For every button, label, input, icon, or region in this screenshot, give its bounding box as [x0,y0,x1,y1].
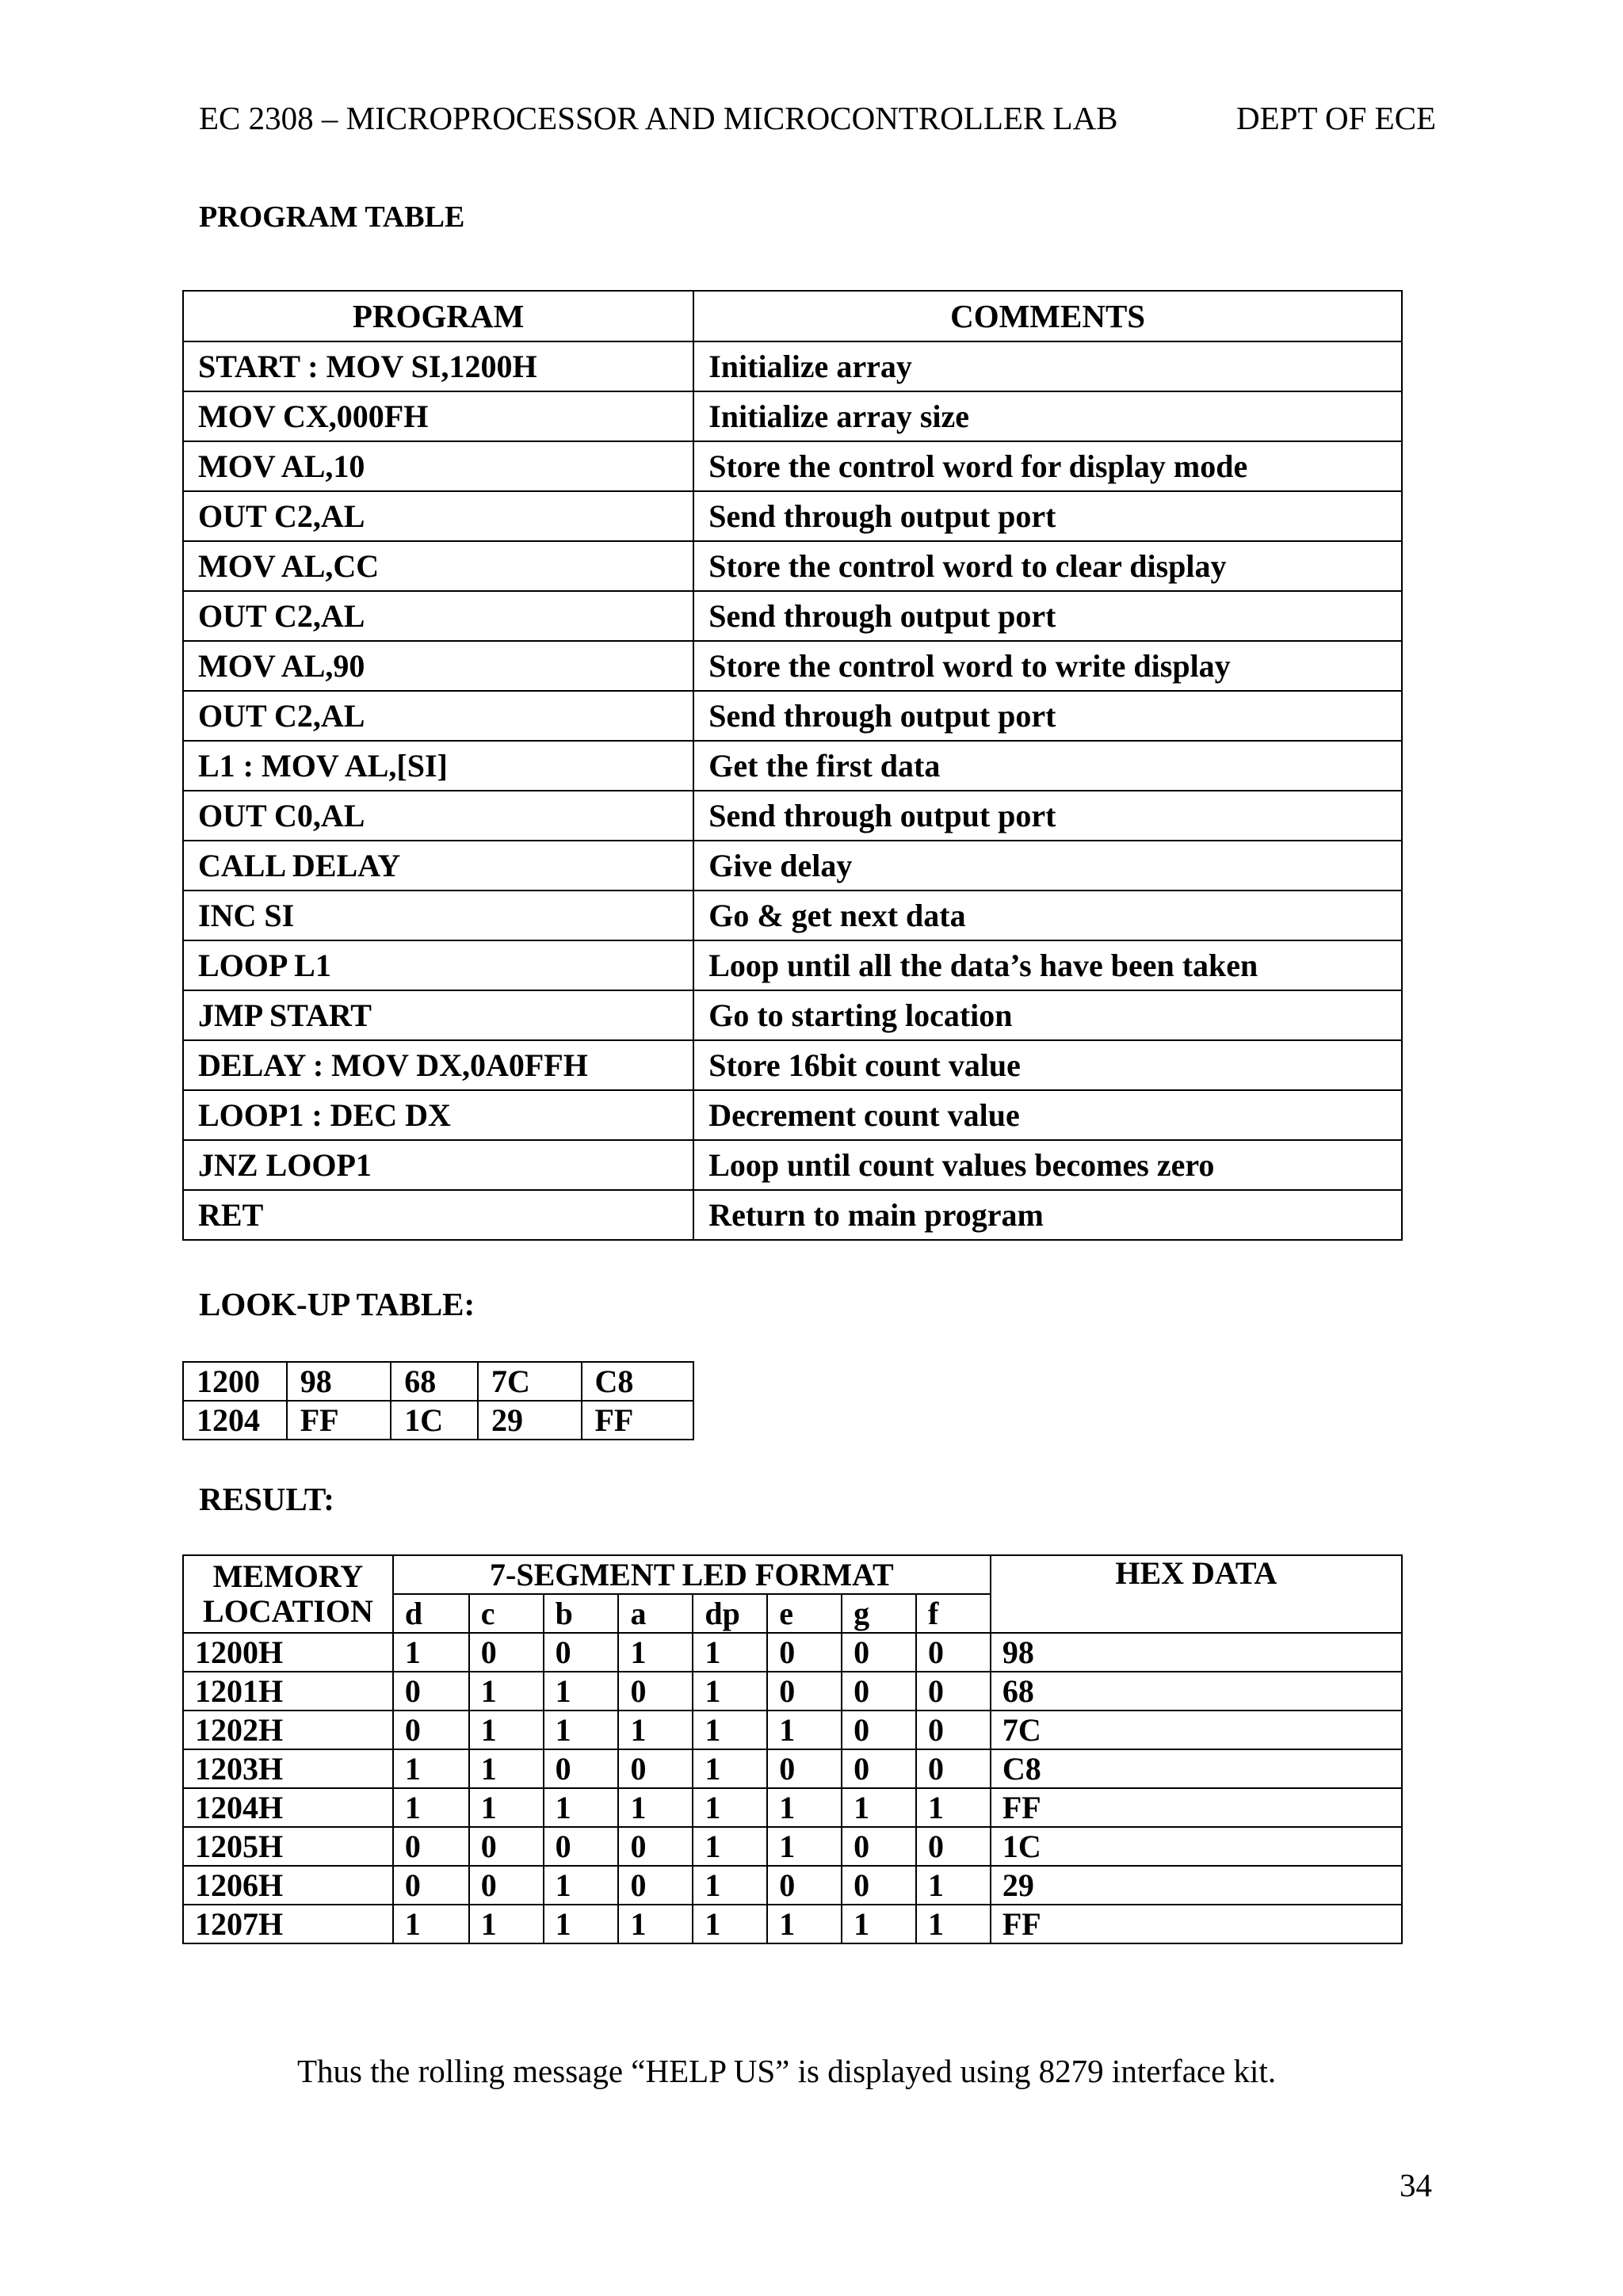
program-comment-cell: Store the control word to clear display [693,541,1402,591]
segment-label-dp: dp [693,1594,767,1633]
program-row [183,940,1402,990]
lookup-value-cell: 29 [478,1401,582,1440]
hex-data-cell: 98 [991,1633,1402,1672]
lookup-table [182,1361,694,1440]
program-row [183,341,1402,391]
program-instruction-cell: DELAY : MOV DX,0A0FFH [183,1040,693,1090]
segment-bit-cell: 0 [842,1749,916,1788]
memory-location-cell: 1205H [183,1827,393,1866]
segment-bit-cell: 1 [469,1749,544,1788]
program-instruction-cell: LOOP1 : DEC DX [183,1090,693,1140]
program-row [183,1090,1402,1140]
segment-bit-cell: 0 [767,1866,842,1905]
program-row [183,491,1402,541]
segment-bit-cell: 1 [618,1633,693,1672]
program-row [183,1140,1402,1190]
segment-bit-cell: 0 [393,1827,469,1866]
segment-bit-cell: 0 [916,1711,991,1749]
result-row [183,1827,1402,1866]
segment-bit-cell: 1 [693,1633,767,1672]
program-comment-cell: Send through output port [693,791,1402,841]
segment-bit-cell: 0 [842,1866,916,1905]
segment-bit-cell: 0 [916,1749,991,1788]
segment-bit-cell: 1 [916,1866,991,1905]
lookup-value-cell: 98 [287,1362,391,1401]
memory-location-cell: 1204H [183,1788,393,1827]
segment-bit-cell: 1 [544,1711,619,1749]
program-row [183,391,1402,441]
segment-bit-cell: 1 [393,1788,469,1827]
memory-location-cell: 1200H [183,1633,393,1672]
program-comment-cell: Send through output port [693,491,1402,541]
segment-bit-cell: 1 [544,1788,619,1827]
segment-bit-cell: 0 [842,1827,916,1866]
program-instruction-cell: MOV AL,CC [183,541,693,591]
lookup-address-cell: 1204 [183,1401,287,1440]
program-row [183,841,1402,891]
result-row [183,1749,1402,1788]
program-comment-cell: Loop until all the data’s have been taken [693,940,1402,990]
segment-bit-cell: 0 [618,1827,693,1866]
lookup-value-cell: 1C [391,1401,478,1440]
page-number: 34 [1400,2167,1432,2203]
hex-data-cell: 1C [991,1827,1402,1866]
segment-bit-cell: 1 [767,1827,842,1866]
program-row [183,591,1402,641]
segment-bit-cell: 0 [544,1749,619,1788]
program-comment-cell: Loop until count values becomes zero [693,1140,1402,1190]
segment-bit-cell: 1 [544,1905,619,1943]
segment-bit-cell: 1 [618,1711,693,1749]
program-row [183,541,1402,591]
program-comment-cell: Go & get next data [693,891,1402,940]
segment-label-b: b [544,1594,619,1633]
segment-label-g: g [842,1594,916,1633]
hex-data-cell: FF [991,1905,1402,1943]
segment-label-c: c [469,1594,544,1633]
program-instruction-cell: OUT C0,AL [183,791,693,841]
lookup-value-cell: C8 [582,1362,694,1401]
segment-bit-cell: 1 [693,1711,767,1749]
segment-bit-cell: 1 [767,1711,842,1749]
segment-bit-cell: 0 [469,1866,544,1905]
segment-bit-cell: 1 [693,1749,767,1788]
result-table [182,1554,1403,1944]
segment-bit-cell: 1 [693,1866,767,1905]
segment-bit-cell: 1 [767,1905,842,1943]
memory-location-cell: 1203H [183,1749,393,1788]
segment-bit-cell: 0 [469,1633,544,1672]
segment-bit-cell: 0 [842,1672,916,1711]
program-table [182,290,1403,1241]
segment-bit-cell: 0 [618,1672,693,1711]
program-comment-cell: Give delay [693,841,1402,891]
segment-bit-cell: 1 [618,1905,693,1943]
program-row [183,1190,1402,1240]
program-instruction-cell: CALL DELAY [183,841,693,891]
segment-bit-cell: 1 [544,1866,619,1905]
program-instruction-cell: MOV AL,90 [183,641,693,691]
program-instruction-cell: INC SI [183,891,693,940]
segment-bit-cell: 1 [693,1905,767,1943]
memory-location-header [183,1555,393,1633]
segment-label-e: e [767,1594,842,1633]
hex-data-cell: C8 [991,1749,1402,1788]
segment-bit-cell: 0 [916,1633,991,1672]
hex-data-cell: 29 [991,1866,1402,1905]
lookup-row [183,1401,693,1440]
segment-bit-cell: 0 [618,1866,693,1905]
memory-location-cell: 1206H [183,1866,393,1905]
result-row [183,1788,1402,1827]
segment-bit-cell: 0 [767,1672,842,1711]
segment-bit-cell: 1 [393,1749,469,1788]
conclusion-text: Thus the rolling message “HELP US” is displayed using 8279 interface kit. [297,2053,1277,2089]
segment-bit-cell: 0 [916,1827,991,1866]
segment-bit-cell: 1 [693,1788,767,1827]
program-comment-cell: Send through output port [693,591,1402,641]
seven-segment-format-header: 7-SEGMENT LED FORMAT [393,1555,991,1594]
segment-bit-cell: 1 [916,1788,991,1827]
hex-data-header: HEX DATA [991,1555,1402,1633]
segment-bit-cell: 1 [469,1788,544,1827]
hex-data-cell: FF [991,1788,1402,1827]
program-comment-cell: Store the control word for display mode [693,441,1402,491]
program-column-header: PROGRAM [183,291,693,341]
result-header-row-1 [183,1555,1402,1594]
segment-label-d: d [393,1594,469,1633]
segment-bit-cell: 0 [393,1866,469,1905]
hex-data-cell: 7C [991,1711,1402,1749]
segment-bit-cell: 0 [767,1633,842,1672]
segment-bit-cell: 1 [393,1905,469,1943]
result-row [183,1672,1402,1711]
segment-bit-cell: 0 [393,1711,469,1749]
segment-bit-cell: 1 [693,1672,767,1711]
header-course-title: EC 2308 – MICROPROCESSOR AND MICROCONTROLLER LAB [199,100,1118,136]
program-comment-cell: Decrement count value [693,1090,1402,1140]
program-instruction-cell: L1 : MOV AL,[SI] [183,741,693,791]
program-comment-cell: Store the control word to write display [693,641,1402,691]
program-row [183,741,1402,791]
program-instruction-cell: OUT C2,AL [183,691,693,741]
program-row [183,791,1402,841]
segment-bit-cell: 0 [767,1749,842,1788]
segment-bit-cell: 1 [842,1905,916,1943]
program-comment-cell: Store 16bit count value [693,1040,1402,1090]
program-instruction-cell: MOV CX,000FH [183,391,693,441]
segment-bit-cell: 0 [544,1827,619,1866]
segment-bit-cell: 1 [916,1905,991,1943]
program-row [183,891,1402,940]
program-instruction-cell: MOV AL,10 [183,441,693,491]
segment-bit-cell: 1 [393,1633,469,1672]
program-row [183,641,1402,691]
segment-label-f: f [916,1594,991,1633]
lookup-table-heading: LOOK-UP TABLE: [199,1286,475,1322]
result-row [183,1905,1402,1943]
result-row [183,1633,1402,1672]
segment-bit-cell: 0 [544,1633,619,1672]
segment-bit-cell: 0 [393,1672,469,1711]
lookup-row [183,1362,693,1401]
segment-bit-cell: 0 [618,1749,693,1788]
result-row [183,1711,1402,1749]
segment-bit-cell: 1 [544,1672,619,1711]
program-row [183,1040,1402,1090]
lookup-address-cell: 1200 [183,1362,287,1401]
lookup-value-cell: 68 [391,1362,478,1401]
program-instruction-cell: START : MOV SI,1200H [183,341,693,391]
segment-bit-cell: 1 [469,1672,544,1711]
memory-location-cell: 1207H [183,1905,393,1943]
memory-header-line-1: MEMORY [212,1558,364,1594]
segment-bit-cell: 1 [767,1788,842,1827]
segment-bit-cell: 1 [842,1788,916,1827]
lookup-value-cell: FF [582,1401,694,1440]
lookup-value-cell: 7C [478,1362,582,1401]
program-comment-cell: Return to main program [693,1190,1402,1240]
lookup-value-cell: FF [287,1401,391,1440]
segment-bit-cell: 1 [469,1711,544,1749]
program-instruction-cell: OUT C2,AL [183,591,693,641]
memory-header-line-2: LOCATION [203,1593,373,1629]
segment-bit-cell: 0 [842,1711,916,1749]
program-table-heading: PROGRAM TABLE [199,200,465,234]
program-instruction-cell: OUT C2,AL [183,491,693,541]
memory-location-cell: 1201H [183,1672,393,1711]
segment-label-a: a [618,1594,693,1633]
segment-bit-cell: 1 [693,1827,767,1866]
program-table-header-row [183,291,1402,341]
comments-column-header: COMMENTS [693,291,1402,341]
segment-bit-cell: 0 [842,1633,916,1672]
result-row [183,1866,1402,1905]
header-department: DEPT OF ECE [1236,100,1437,136]
segment-bit-cell: 1 [469,1905,544,1943]
program-comment-cell: Go to starting location [693,990,1402,1040]
segment-bit-cell: 1 [618,1788,693,1827]
hex-data-cell: 68 [991,1672,1402,1711]
program-row [183,990,1402,1040]
program-row [183,441,1402,491]
segment-bit-cell: 0 [916,1672,991,1711]
memory-location-cell: 1202H [183,1711,393,1749]
program-comment-cell: Initialize array [693,341,1402,391]
program-instruction-cell: JNZ LOOP1 [183,1140,693,1190]
program-instruction-cell: RET [183,1190,693,1240]
segment-bit-cell: 0 [469,1827,544,1866]
program-instruction-cell: LOOP L1 [183,940,693,990]
program-comment-cell: Get the first data [693,741,1402,791]
program-comment-cell: Initialize array size [693,391,1402,441]
program-instruction-cell: JMP START [183,990,693,1040]
result-heading: RESULT: [199,1481,334,1517]
program-comment-cell: Send through output port [693,691,1402,741]
program-row [183,691,1402,741]
